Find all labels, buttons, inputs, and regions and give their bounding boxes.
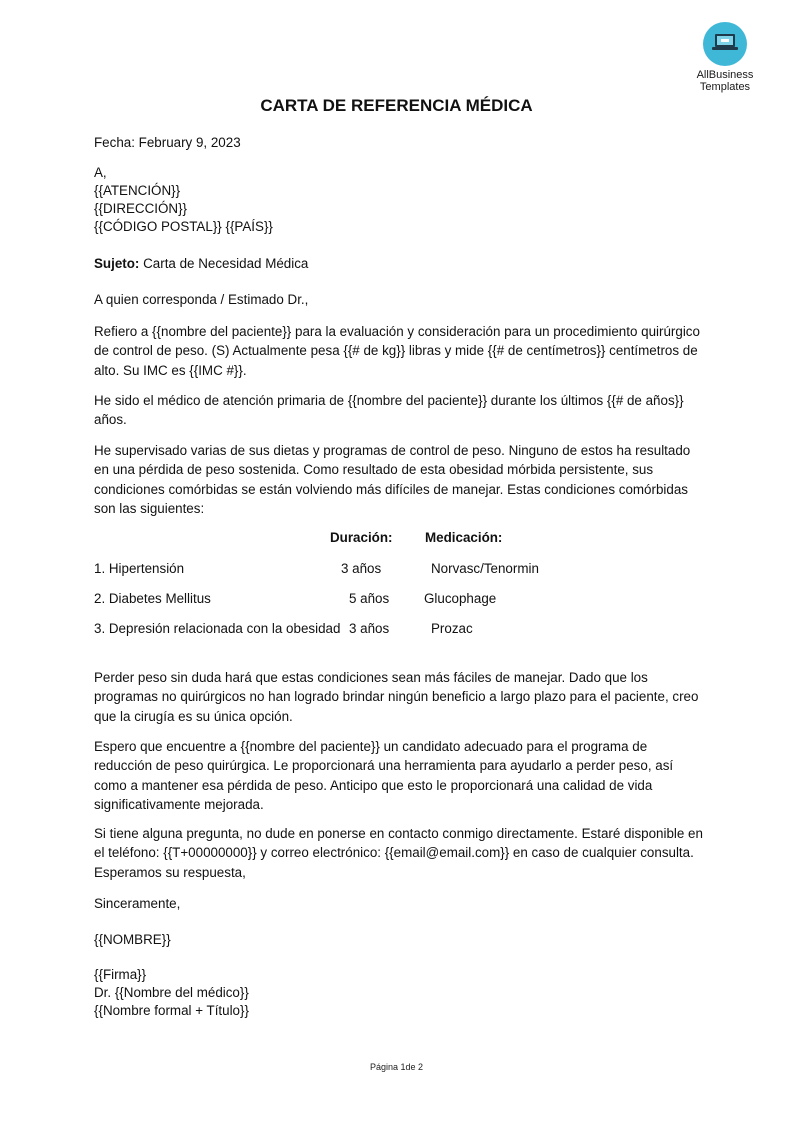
signature-doctor: Dr. {{Nombre del médico}} <box>94 985 249 1000</box>
logo-text <box>692 69 758 93</box>
paragraph-diets: He supervisado varias de sus dietas y programas de control de peso. Ninguno de estos ha resultado en una pérdida de peso sostenida. Como resultado de esta obesidad mórbida persistente, sus condiciones comórbidas se están volviendo más difíciles de manejar. Estas condiciones comórbidas son las siguientes: <box>94 443 691 517</box>
condition-name: 3. Depresión relacionada con la obesidad <box>94 621 341 636</box>
header-duration: Duración: <box>330 530 393 545</box>
condition-name: 2. Diabetes Mellitus <box>94 591 211 606</box>
condition-duration: 5 años <box>349 591 390 606</box>
closing: Sinceramente, <box>94 896 181 911</box>
paragraph-referral: Refiero a {{nombre del paciente}} para la evaluación y consideración para un procedimiento quirúrgico de control de peso. (S) Actualmente pesa {{# de kg}} libras y mide {{# de centímetros}} centímetros de alto. Su IMC es {{IMC #}}. <box>94 324 700 378</box>
signature-formal: {{Nombre formal + Título}} <box>94 1003 249 1018</box>
condition-medication: Norvasc/Tenormin <box>431 561 539 576</box>
recipient-attention: {{ATENCIÓN}} <box>94 183 181 198</box>
logo-text-line1: AllBusiness <box>696 69 754 81</box>
condition-medication: Prozac <box>431 621 473 636</box>
condition-medication: Glucophage <box>424 591 497 606</box>
paragraph-primary-care: He sido el médico de atención primaria de {{nombre del paciente}} durante los últimos {{# de años}} años. <box>94 393 684 428</box>
logo-text-line2: Templates <box>699 81 751 93</box>
condition-name: 1. Hipertensión <box>94 561 185 576</box>
recipient-address: {{DIRECCIÓN}} <box>94 201 188 216</box>
page-footer: Página 1de 2 <box>369 1062 424 1072</box>
date-line: Fecha: February 9, 2023 <box>94 135 241 150</box>
paragraph-weight-loss: Perder peso sin duda hará que estas condiciones sean más fáciles de manejar. Dado que los programas no quirúrgicos no han logrado brindar ningún beneficio a largo plazo para el paciente, creo que la cirugía es su única opción. <box>94 670 699 724</box>
paragraph-contact: Si tiene alguna pregunta, no dude en ponerse en contacto conmigo directamente. Estaré disponible en el teléfono: {{T+00000000}} y correo electrónico: {{email@email.com}} en caso de cualquier consulta. Esperamos su respuesta, <box>94 826 703 880</box>
name-placeholder: {{NOMBRE}} <box>94 932 171 947</box>
recipient-postal: {{CÓDIGO POSTAL}} {{PAÍS}} <box>94 219 273 234</box>
subject-label: Sujeto: <box>94 256 140 271</box>
laptop-icon <box>712 32 738 54</box>
subject-text: Carta de Necesidad Médica <box>143 256 309 271</box>
logo-badge <box>703 22 747 66</box>
document-title: CARTA DE REFERENCIA MÉDICA <box>260 96 533 115</box>
allbusiness-logo <box>692 22 758 93</box>
condition-duration: 3 años <box>341 561 382 576</box>
paragraph-candidate: Espero que encuentre a {{nombre del paciente}} un candidato adecuado para el programa de reducción de peso quirúrgica. Le proporcionará una herramienta para ayudarlo a perder peso, así como a mantener esa pérdida de peso. Anticipo que esto le proporcionará una calidad de vida significativamente mejorada. <box>94 739 674 813</box>
greeting: A quien corresponda / Estimado Dr., <box>94 292 309 307</box>
signature-firma: {{Firma}} <box>94 967 147 982</box>
header-medication: Medicación: <box>425 530 503 545</box>
recipient-to: A, <box>94 165 107 180</box>
condition-duration: 3 años <box>349 621 390 636</box>
subject-line <box>94 254 308 273</box>
